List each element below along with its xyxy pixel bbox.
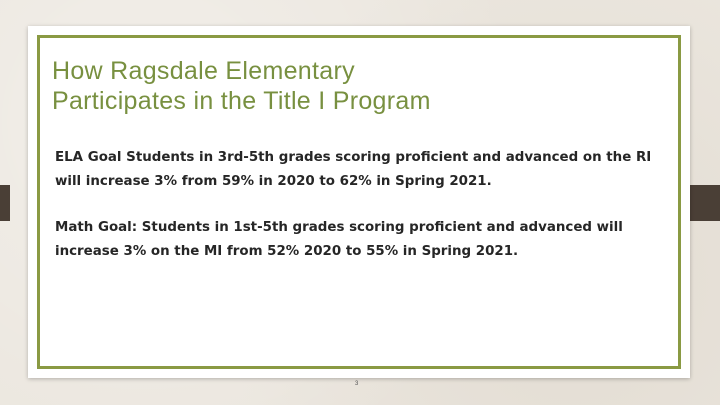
slide-title-line-2: Participates in the Title I Program xyxy=(52,87,431,115)
page-number: 3 xyxy=(355,381,359,387)
slide-card xyxy=(28,26,690,387)
left-edge-tab xyxy=(0,185,10,221)
slide-title xyxy=(52,56,572,116)
slide-title-line-1: How Ragsdale Elementary xyxy=(52,57,355,85)
math-goal-text: Math Goal: Students in 1st-5th grades scoring proficient and advanced will increase 3% on the MI from 52% 2020 to 55% in Spring 2021. xyxy=(55,220,623,259)
ela-goal-text: ELA Goal Students in 3rd-5th grades scoring proficient and advanced on the RI will increase 3% from 59% in 2020 to 62% in Spring 2021. xyxy=(55,150,652,189)
